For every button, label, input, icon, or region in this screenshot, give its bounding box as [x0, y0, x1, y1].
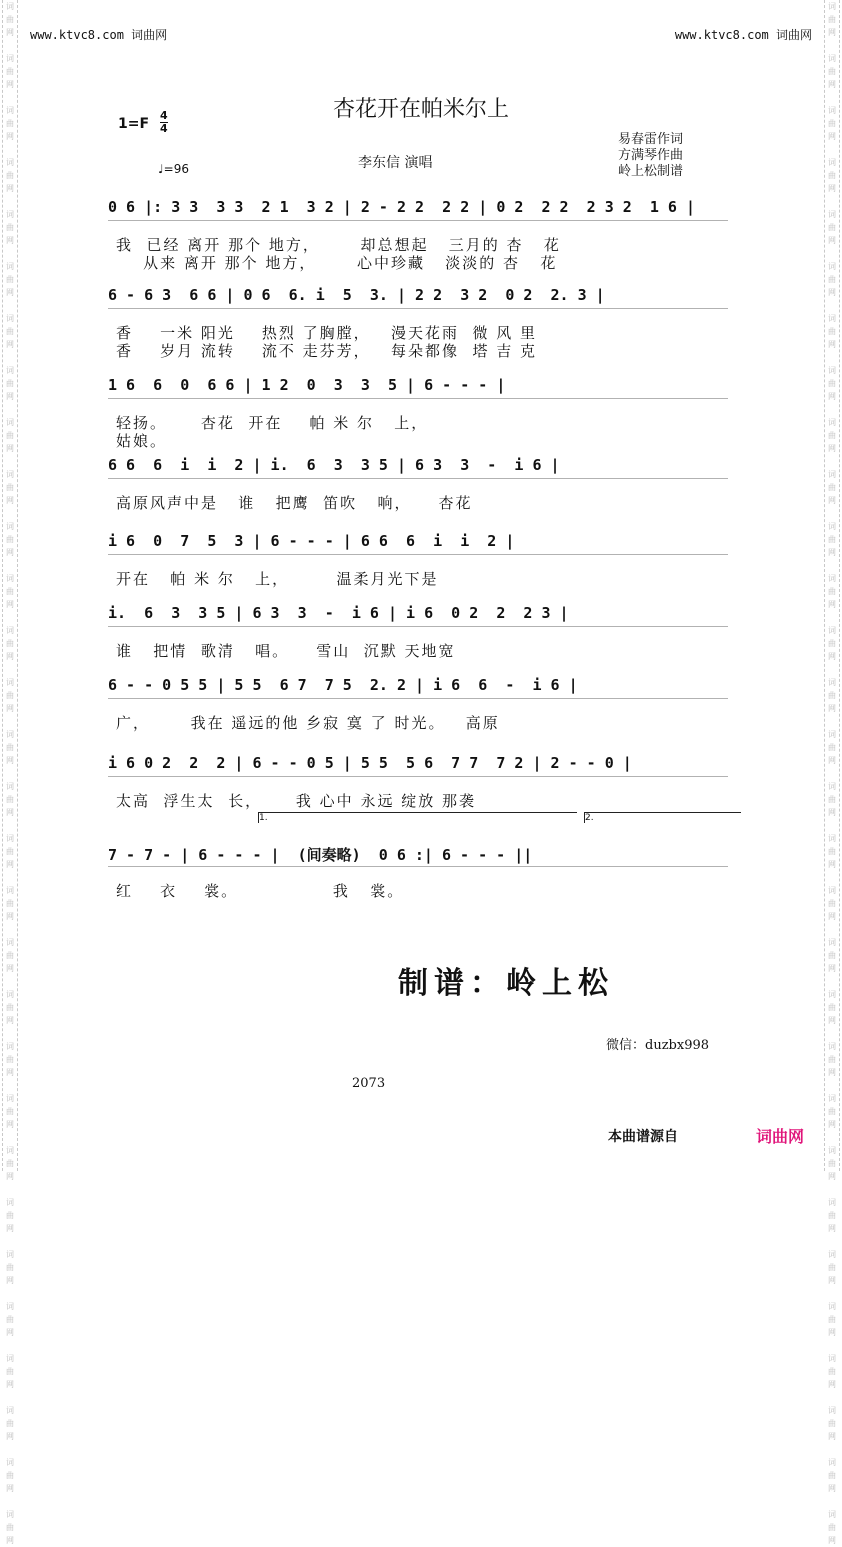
lyricist-credit: 易春雷作词: [618, 132, 684, 147]
lyric-line: 香 岁月 流转 流不 走芬芳， 每朵都像 塔 吉 克: [116, 342, 538, 360]
tempo-mark: ♩=96: [158, 162, 189, 176]
volta-2-bracket: [584, 812, 741, 823]
beam-line: [108, 698, 728, 699]
page-number: 2073: [352, 1076, 386, 1091]
lyric-line: 轻扬。 杏花 开在 帕 米 尔 上，: [116, 414, 429, 432]
beam-line: [108, 398, 728, 399]
notation-line: i 6 0 7 5 3 | 6 - - - | 6 6 6 i i 2 |: [108, 532, 515, 550]
beam-line: [108, 308, 728, 309]
source-label: 本曲谱源自: [608, 1129, 678, 1145]
notation-line: i 6 0 2 2 2 | 6 - - 0 5 | 5 5 5 6 7 7 7 2 | 2 - - 0 |: [108, 754, 632, 772]
lyric-line: 我 已经 离开 那个 地方， 却总想起 三月的 杏 花: [116, 236, 561, 254]
volta-1-bracket: [258, 812, 577, 823]
volta-2-label: 2.: [585, 813, 594, 823]
lyric-line: 谁 把情 歌清 唱。 雪山 沉默 天地宽: [116, 642, 456, 660]
left-edge-watermark: 词 曲 网 词 曲 网 词 曲 网 词 曲 网 词 曲 网 词 曲 网 词 曲 网 词 曲 网 词 曲 网 词 曲 网 词 曲 网 词 曲 网 词 曲 网 词 曲 网 词 曲 网 词 曲 网 词 曲 网 词 曲 网 词 曲 网 词 曲 网 词 曲 网 词 曲 网 词 曲 网 词 曲 网 词 曲 网 词 曲 网 词 曲 网 词 曲 网 词 曲 网 词 曲 网: [2, 0, 18, 1171]
notation-line: 0 6 |: 3 3 3 3 2 1 3 2 | 2 - 2 2 2 2 | 0 2 2 2 2 3 2 1 6 |: [108, 198, 695, 216]
score-row: [108, 286, 748, 360]
site-header-left[interactable]: www.ktvc8.com 词曲网: [30, 28, 168, 42]
beam-line: [108, 626, 728, 627]
beam-line: [108, 478, 728, 479]
score-row: [108, 676, 748, 732]
score-row: [108, 376, 748, 450]
score-row: [108, 754, 748, 810]
notation-line: 1 6 6 0 6 6 | 1 2 0 3 3 5 | 6 - - - |: [108, 376, 506, 394]
volta-1-label: 1.: [259, 813, 268, 823]
score-row: [108, 844, 748, 900]
credits-block: [618, 132, 683, 180]
time-bottom: 4: [160, 122, 168, 135]
arranger-credit: 岭上松制谱: [618, 164, 684, 179]
notation-line: 6 - - 0 5 5 | 5 5 6 7 7 5 2. 2 | i 6 6 - i 6 |: [108, 676, 578, 694]
singer-credit: 李东信 演唱: [358, 155, 433, 171]
wechat-contact: 微信：duzbx998: [606, 1038, 710, 1053]
score-row: [108, 604, 748, 660]
beam-line: [108, 866, 728, 867]
beam-line: [108, 220, 728, 221]
score-row: [108, 456, 748, 512]
composer-credit: 方满琴作曲: [618, 148, 684, 163]
time-top: 4: [160, 109, 168, 122]
score-row: [108, 532, 748, 588]
notation-line: 7 - 7 - | 6 - - - | (间奏略) 0 6 :| 6 - - - ||: [108, 846, 533, 864]
score-row: [108, 198, 748, 272]
lyric-line: 红 衣 裳。 我 裳。: [116, 882, 405, 900]
key-signature: 1=F: [118, 116, 150, 132]
lyric-line: 高原风声中是 谁 把鹰 笛吹 响， 杏花: [116, 494, 473, 512]
song-title: 杏花开在帕米尔上: [332, 97, 509, 122]
lyric-line: 姑娘。: [116, 432, 168, 450]
beam-line: [108, 776, 728, 777]
lyric-line: 广， 我在 遥远的他 乡寂 寞 了 时光。 高原: [116, 714, 500, 732]
arranger-signature: 制谱：岭上松: [398, 966, 614, 1001]
lyric-line: 太高 浮生太 长， 我 心中 永远 绽放 那袭: [116, 792, 476, 810]
lyric-line: 开在 帕 米 尔 上， 温柔月光下是: [116, 570, 439, 588]
notation-line: 6 - 6 3 6 6 | 0 6 6. i 5 3. | 2 2 3 2 0 2 2. 3 |: [108, 286, 605, 304]
beam-line: [108, 554, 728, 555]
source-brand-link[interactable]: 词曲网: [756, 1127, 805, 1146]
right-edge-watermark: 词 曲 网 词 曲 网 词 曲 网 词 曲 网 词 曲 网 词 曲 网 词 曲 网 词 曲 网 词 曲 网 词 曲 网 词 曲 网 词 曲 网 词 曲 网 词 曲 网 词 曲 网 词 曲 网 词 曲 网 词 曲 网 词 曲 网 词 曲 网 词 曲 网 词 曲 网 词 曲 网 词 曲 网 词 曲 网 词 曲 网 词 曲 网 词 曲 网 词 曲 网 词 曲 网: [824, 0, 840, 1171]
lyric-line: 从来 离开 那个 地方， 心中珍藏 淡淡的 杏 花: [116, 254, 558, 272]
notation-line: 6 6 6 i i 2 | i. 6 3 3 5 | 6 3 3 - i 6 |: [108, 456, 560, 474]
lyric-line: 香 一米 阳光 热烈 了胸膛， 漫天花雨 微 风 里: [116, 324, 538, 342]
site-header-right[interactable]: www.ktvc8.com 词曲网: [674, 28, 812, 42]
notation-line: i. 6 3 3 5 | 6 3 3 - i 6 | i 6 0 2 2 2 3 |: [108, 604, 569, 622]
